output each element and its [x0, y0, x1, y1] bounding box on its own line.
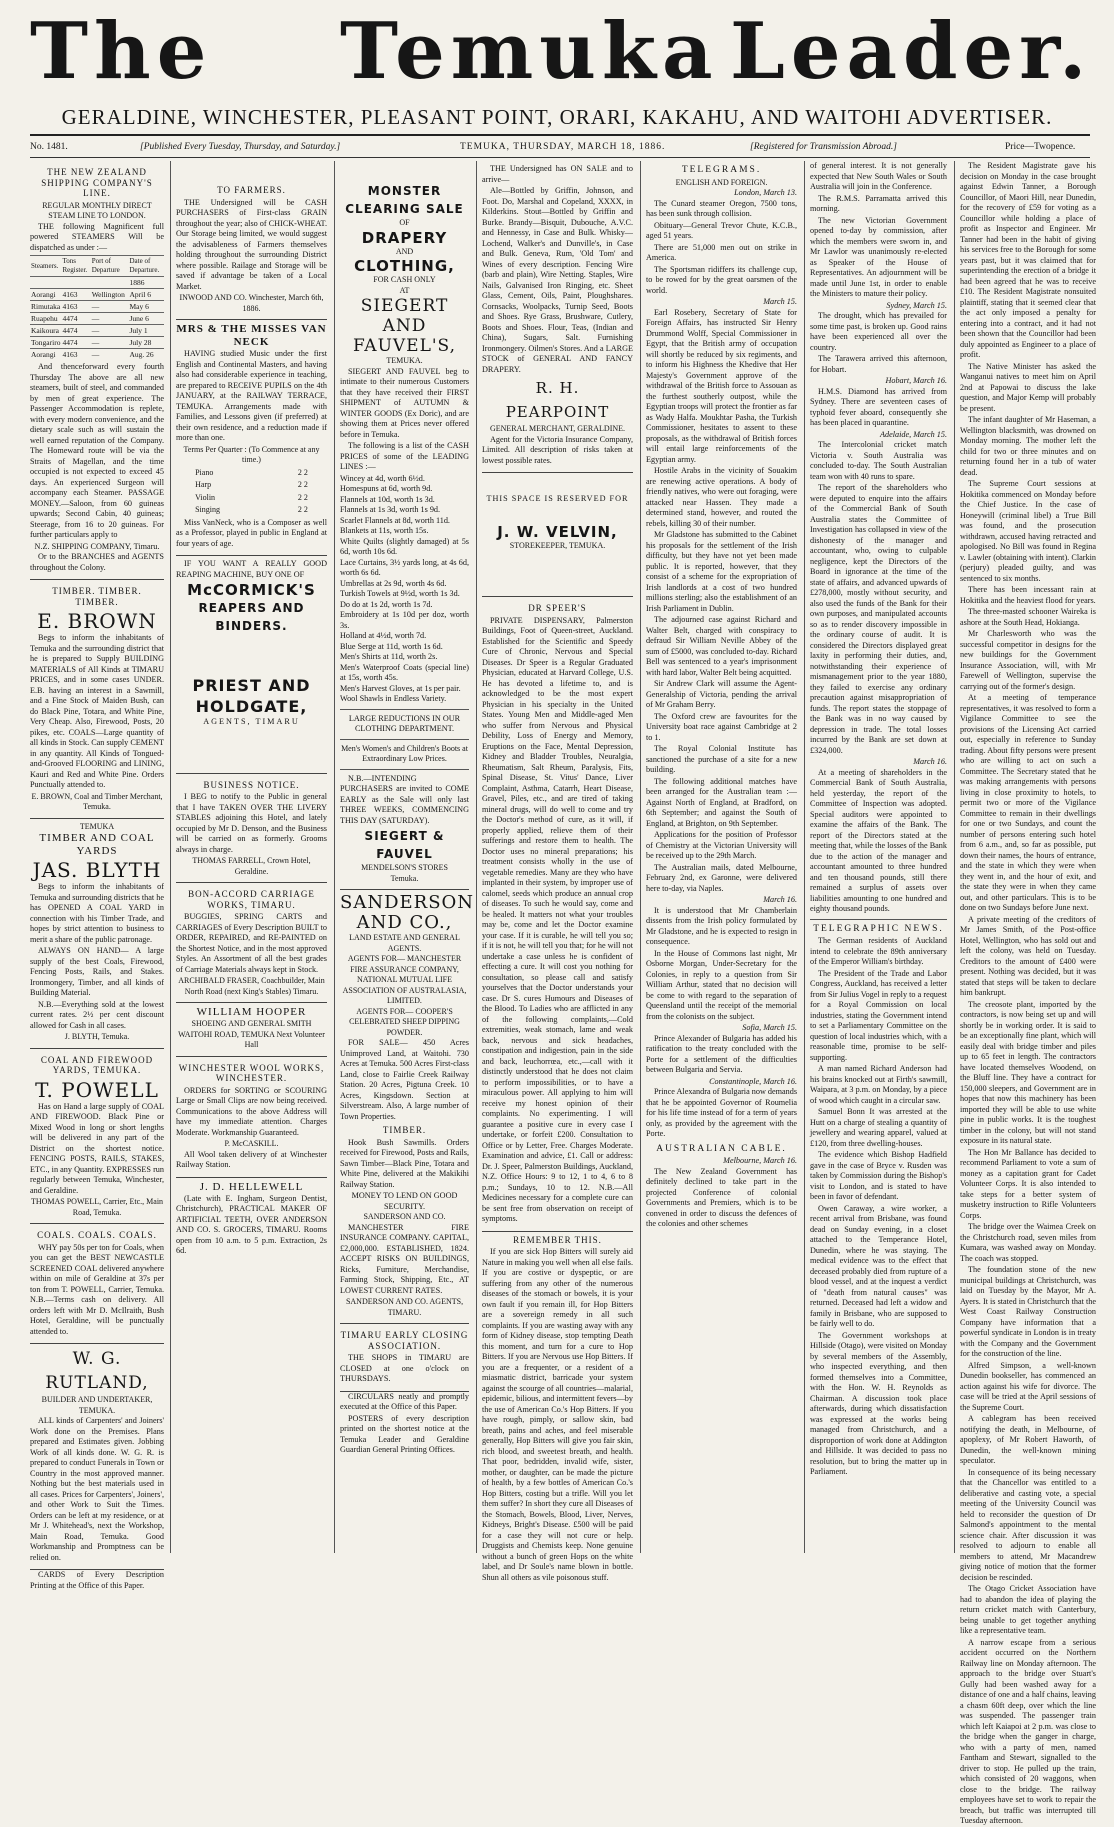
- news-paragraph: The Otago Cricket Association have had to abandon the idea of playing the return cricket match with Canterbury, being unable to get together anything like a representative team.: [960, 1584, 1096, 1635]
- ad-velvin: [482, 473, 633, 597]
- bonaccord-signature: ARCHIBALD FRASER, Coachbuilder, Main North Road (next King's Stables) Timaru.: [178, 976, 325, 996]
- rutland-subtitle: BUILDER AND UNDERTAKER, TEMUKA.: [41, 1395, 153, 1415]
- news-paragraph: Alfred Simpson, a well-known Dunedin bookseller, has commenced an action against his wife for divorce. The case will be tried at the April sessions of the Supreme Court.: [960, 1360, 1096, 1412]
- terms-heading: Terms Per Quarter : (To Commence at any time.): [183, 444, 320, 464]
- news-paragraph: Owen Caraway, a wire worker, a recent arrival from Brisbane, was found dead on Sunday evening, in a closet attached to the Temperance Hotel, Dunedin, where he was staying. The medical evidence was to the effect that deceased probably died from rupture of a blood vessel, and at the inquest a verdict of "death from natural causes" was returned. Deceased had left a widow and family in Brisbane, who are supposed to be fairly well to do.: [810, 1203, 947, 1328]
- sanderson-timber-body: Hook Bush Sawmills. Orders received for Firewood, Posts and Rails, Sawn Timber—Black Pine, Totara and White Pine, delivered at the Makikihi Railway Station.: [340, 1137, 469, 1189]
- table-year: 1886: [129, 277, 165, 289]
- ad-early-closing: [340, 1324, 469, 1392]
- page-columns: [30, 161, 1096, 1825]
- table-cell: Rimutaka: [31, 302, 61, 311]
- pearpoint-name: R. H. PEARPOINT: [505, 379, 610, 421]
- list-item: Do do at 1s 2d, worth 1s 7d.: [340, 599, 433, 609]
- list-item: Embroidery at 1s 10d per doz, worth 3s.: [340, 610, 469, 630]
- farmers-body: THE Undersigned will be CASH PURCHASERS of First-class GRAIN throughout the year; also of CHICK-WHEAT. Our Storage being limited, we would suggest the advisableness of Farmers themselves holding throughout the surrounding District where possible. Railage and Storage will be saved if advantage be taken of a Local Market.: [176, 197, 327, 291]
- blyth-town: TEMUKA: [79, 821, 115, 831]
- table-cell: 4163: [61, 289, 90, 301]
- siegert-fauvel-sign: SIEGERT & FAUVEL: [364, 829, 445, 861]
- masthead: [0, 0, 1114, 160]
- speer-heading: DR SPEER'S: [528, 603, 587, 613]
- news-paragraph: The Tarawera arrived this afternoon, for Hobart.: [810, 354, 947, 374]
- ad-sanderson: [340, 890, 475, 1324]
- table-cell: Aorangi: [30, 349, 61, 361]
- ad-remember: [482, 1235, 633, 1584]
- blyth-note: N.B.—Everything sold at the lowest current rates. 2½ per cent discount allowed for Cash in all cases.: [30, 999, 164, 1030]
- list-item: Holland at 4½d, worth 7d.: [340, 631, 427, 640]
- siegert-temuka: Temuka.: [390, 873, 419, 883]
- list-item: Men's Harvest Gloves, at 1s per pair.: [340, 683, 461, 693]
- table-cell: 2 2: [297, 480, 308, 489]
- news-paragraph: The Hon Mr Ballance has decided to recommend Parliament to vote a sum of money as a capitation grant for Cadet Volunteer Corps. It is also intended to take steps for a better system of musketry instruction to Rifle Volunteers Corps.: [960, 1147, 1096, 1220]
- list-item: Men's Waterproof Coats (special line) at 15s, worth 45s.: [340, 662, 469, 682]
- ad-brown: [30, 580, 164, 819]
- title-word-temuka: Temuka: [340, 6, 719, 97]
- list-item: Umbrellas at 2s 9d, worth 4s 6d.: [340, 578, 447, 588]
- wool-note: All Wool taken delivery of at Winchester Railway Station.: [176, 1149, 327, 1169]
- news-paragraph: The foundation stone of the new municipal buildings at Christchurch, was laid on Tuesday by the Mayor, Mr A. Ayers. It is stated in Christchurch that the West Coast Railway Construction Company have information that a powerful syndicate in London is in treaty with the Company and the Government for the construction of the line.: [960, 1265, 1096, 1358]
- shipping-body: And thenceforward every fourth Thursday The above are all new steamers, built of steel, and commanded by men of great experience. The Passenger Accommodation is replete, with every modern convenience, and the dietary scale such as will sustain the well earned reputation of the Company. The Homeward route will be via the Straits of Magellan, and the time occupied is not expected to exceed 45 days. An experienced Surgeon will accompany each Steamer. PASSAGE MONEY.—Saloon, from 60 guineas upwards; Second Cabin, 40 guineas; Steerage, from 16 to 20 guineas. For further particulars apply to: [30, 362, 164, 539]
- dateline-hobart: Hobart, March 16.: [885, 376, 947, 385]
- powell-body: Has on Hand a large supply of COAL AND FIREWOOD. Black Pine or Mixed Wood in long or short lengths will be delivered in any part of the District on the shortest notice. FENCING POSTS, RAILS, STAKES, ETC., in any Quantity. EXPRESSES run regularly between Temuka, Winchester, and Geraldine.: [30, 1101, 164, 1195]
- news-paragraph: The new Victorian Government opened to-day by commission, after which the members were sworn in, and Mr Lawlor was unanimously re-elected as Speaker of the House of Representatives. An adjournment will be made until June 1st, in order to enable the Ministers to mature their policy.: [810, 215, 947, 298]
- news-paragraph: The Sportsman ridiffers its challenge cup, to be rowed for by the great oarsmen of the world.: [646, 264, 797, 295]
- table-cell: Piano: [195, 467, 214, 477]
- clothing-heading: CLOTHING,: [354, 257, 455, 275]
- table-header: Tons Register.: [61, 256, 90, 277]
- business-signature: THOMAS FARRELL, Crown Hotel, Geraldine.: [192, 856, 311, 876]
- english-foreign-heading: ENGLISH AND FOREIGN.: [675, 177, 768, 187]
- shipping-schedule-table: [30, 255, 164, 360]
- boots-notice: Men's Women's and Children's Boots at Extraordinary Low Prices.: [341, 743, 468, 763]
- closing-heading: TIMARU EARLY CLOSING ASSOCIATION.: [340, 1330, 469, 1351]
- price-list-intro: The following is a list of the CASH PRICES of some of the LEADING LINES :—: [340, 441, 469, 471]
- hooper-name: WILLIAM HOOPER: [196, 1006, 307, 1018]
- pearpoint-subtitle: GENERAL MERCHANT, GERALDINE.: [489, 424, 626, 433]
- sale-at: AT: [399, 285, 410, 295]
- bonaccord-heading: BON-ACCORD CARRIAGE WORKS, TIMARU.: [188, 889, 315, 910]
- column-7: [954, 161, 1096, 1825]
- vanneck-body: HAVING studied Music under the first English and Continental Masters, and having also had considerable experience in teaching, are prepared to RECEIVE PUPILS on the 4th JANUARY, at the RAILWAY TERRACE, TEMUKA. Arrangements made with Families, and Lessons given (if preferred) at their own residence, and a reduction made if more than one.: [176, 349, 327, 442]
- news-paragraph: The Australian mails, dated Melbourne, February 2nd, ex Garonne, were delivered here to-day, via Naples.: [646, 862, 797, 893]
- ad-van-neck: [176, 320, 327, 556]
- terms-table: [191, 466, 312, 518]
- list-item: Blankets at 11s, worth 15s.: [340, 526, 429, 535]
- hooper-body: SHOEING AND GENERAL SMITH WAITOHI ROAD, TEMUKA Next Volunteer Hall: [178, 1019, 325, 1049]
- siegert-name: SIEGERT AND FAUVEL'S,: [352, 296, 456, 356]
- title-word-leader: Leader.: [730, 6, 1093, 97]
- table-row: [193, 493, 310, 504]
- issue-price: Price—Twopence.: [1005, 142, 1076, 152]
- table-row: [193, 505, 310, 516]
- wool-body: ORDERS for SORTING or SCOURING Large or Small Clips are now being received. Communications to the above Address will have my immediate attention. Charges Moderate. Workmanship Guaranteed.: [176, 1085, 327, 1137]
- ad-hellewell: [176, 1178, 327, 1263]
- ad-rutland: [30, 1344, 164, 1570]
- news-paragraph: The Cunard steamer Oregon, 7500 tons, has been sunk through collision.: [646, 198, 797, 218]
- news-paragraph: Sir Andrew Clark will assume the Agent-Generalship of Victoria, pending the arrival of Mr Graham Berry.: [646, 679, 797, 709]
- table-cell: 2 2: [297, 492, 308, 502]
- sanderson-agents-2: AGENTS FOR— COOPER'S CELEBRATED SHEEP DIPPING POWDER.: [349, 1006, 460, 1037]
- shipping-agent: N.Z. SHIPPING COMPANY, Timaru.: [34, 541, 160, 551]
- table-cell: 4163: [61, 349, 90, 361]
- wool-signature: P. McCASKILL.: [224, 1139, 279, 1148]
- table-header: Port of Departure: [91, 256, 129, 277]
- siegert-town: TEMUKA.: [386, 356, 423, 365]
- news-paragraph: In consequence of its being necessary that the Chancellor was entitled to a deliberative and casting vote, a special meeting of the University Council was held to reconsider the question of Dr Salmond's appointment to the mental science chair. After discussion it was resolved to adjourn to enable all members to attend, Mr Macandrew giving notice of motion that the former decision be rescinded.: [960, 1467, 1096, 1582]
- velvin-name: J. W. VELVIN,: [497, 522, 618, 541]
- shipping-subtitle: REGULAR MONTHLY DIRECT STEAM LINE TO LONDON.: [42, 200, 152, 220]
- sanderson-sign-2: SANDERSON AND CO. AGENTS, TIMARU.: [345, 1297, 464, 1317]
- news-paragraph: The Intercolonial cricket match Victoria v. South Australia was concluded to-day. The South Australian team won with 40 runs to spare.: [810, 440, 947, 481]
- blyth-name: JAS. BLYTH: [32, 858, 162, 882]
- sanderson-timber-heading: TIMBER.: [382, 1125, 427, 1135]
- blyth-body: Begs to inform the inhabitants of Temuka and surrounding districts that he has OPENED A COAL YARD in connection with his Timber Trade, and hopes by strict attention to business to merit a share of the public patronage.: [30, 882, 164, 944]
- priest-subtitle: AGENTS, TIMARU: [203, 717, 300, 726]
- australian-cable-heading: AUSTRALIAN CABLE.: [656, 1143, 787, 1154]
- news-paragraph: The report of the shareholders who were deputed to enquire into the affairs of the Commercial Bank of South Australia states the Committee of Investigation has collapsed in view of the dishonesty of the manager and accountant, who, owing to culpable negligence, kept the Directors of the Board in ignorance at the time of the state of affairs, and advanced upwards of £278,000, mostly without security, and also used the funds of the Bank for their own purposes, and manipulated accounts so as to render discovery impossible in the ordinary course of audit. It is considered the Directors displayed great laxity in performing their duties, and, notwithstanding their experience of mismanagement prior to the year 1880, they failed to exercise any ordinary precaution against misappropriation of funds. The report states the stoppage of the Bank was in no way caused by depression in trade. The total losses incurred by the Bank are set down at £324,000.: [810, 483, 947, 755]
- news-paragraph: The Royal Colonial Institute has sanctioned the purchase of a site for a new building.: [646, 744, 797, 774]
- manchester-insurance: MANCHESTER FIRE INSURANCE COMPANY. CAPITAL, £2,000,000. ESTABLISHED, 1824. ACCEPT RISKS ON BUILDINGS, Ricks, Furniture, Merchandise, Farming Stock, Shipping, Etc., AT LOWEST CURRENT RATES.: [340, 1222, 469, 1295]
- remember-body: If you are sick Hop Bitters will surely aid Nature in making you well when all else fails. If you are costive or dyspeptic, or are suffering from any other of the numerous diseases of the stomach or bowels, it is your own fault if you remain ill, for Hop Bitters are a sovereign remedy in all such complaints. If you are wasting away with any form of Kidney disease, stop tempting Death this moment, and turn for a cure to Hop Bitters. If you are Nervous use Hop Bitters. If you are a frequenter, or a resident of a miasmatic district, barricade your system against the scourge of all countries—malarial, epidemic, bilious, and intermittent fevers—by the use of American Co.'s Hop Bitters. If you have rough, pimply, or sallow skin, bad breath, pains and aches, and feel miserable generally, Hop Bitters will give you fair skin, rich blood, and sweetest breath, and health. That poor, bedridden, invalid wife, sister, mother, or daughter, can be made the picture of health, by a few bottles of American Co.'s Hop Bitters, costing but a trifle. Will you let them suffer? In short they cure all Diseases of the Stomach, Bowels, Blood, Liver, Nerves, Kidneys, Bright's Disease. £500 will be paid for a case they will not cure or help. Druggists and Chemists keep. None genuine without a bunch of green Hops on the white label, and Dr Soule's name blown in bottle. Shun all others as vile poisonous stuff.: [482, 1247, 633, 1582]
- news-paragraph: The following additional matches have been arranged for the Australian team :—Against North of England, at Bradford, on 6th September; and against the South of England, at Brighton, on 9th September.: [646, 776, 797, 828]
- issue-number: No. 1481.: [30, 142, 68, 152]
- mccormick-intro: IF YOU WANT A REALLY GOOD REAPING MACHINE, BUY ONE OF: [176, 559, 327, 579]
- speer-body: PRIVATE DISPENSARY, Palmerston Buildings, Foot of Queen-street, Auckland. Established for the Scientific and Speedy Cure of Chronic, Nervous and Special Diseases. Dr Speer is a Regular Graduated Physician, educated at Harvard College, U.S. He has devoted a lifetime to, and is acknowledged to be the most expert Physician in his specialty in the United States. Young Men and Middle-aged Men who suffer from Nervous and Physical Debility, Loss of Energy and Memory, Eruptions on the Face, Mental Depression, Kidney and Bladder Troubles, Neuralgia, Rheumatism, Salt Rheum, Paralysis, Fits, Spinal Disease, St. Vitus' Dance, Liver Complaint, Asthma, Catarrh, Heart Disease, Gravel, Piles, etc., and are tired of taking mineral drugs, will do well to come and try the Doctor's method of cure, as it will, if properly applied, relieve them of their sufferings and restore them to health. The Doctor uses no mineral preparations; his treatment consists wholly in the use of vegetable remedies. Many are they who have implanted in their system, by improper use of calomel, seeds which produce an annual crop of diseases. To such he would say, come and be healed. It matters not what your troubles may be, come and let the Doctor examine your case. If it is curable, he will tell you so; if it is not, he will tell you that; for he will not undertake a case unless he is confident of effecting a cure. It will cost you nothing for consultation, so please call and satisfy yourselves that the Doctor understands your case. Dr S. cures Humours and Diseases of the Blood. To Ladies who are afflicted in any of the following complaints,—Cold extremities, weak stomach, lame and weak back, nervous and sick headaches, constipation and indigestion, pain in the side and back, leuchorrœa, etc.,—call with it distinctly understood that he does not claim to perform impossibilities, or to have a miraculous power. All applying to him will receive my honest opinion of their complaints. No experimenting. I will guarantee a positive cure in every case I undertake, or forfeit £200. Consultation to Office or by Letter, Free. Charges Moderate. Examination and advice, £1. Call or address: Dr. J. Speer, Palmerston Buildings, Auckland, N.Z. Office Hours: 9 to 12, 1 to 4, 6 to 8 p.m.; Sundays, 10 to 12. N.B.—All Medicines necessary for a complete cure can be sent free from observation on receipt of symptoms.: [482, 615, 633, 1223]
- rutland-name: W. G. RUTLAND,: [45, 1349, 149, 1393]
- table-cell: —: [91, 301, 129, 313]
- table-cell: 2 2: [297, 467, 308, 477]
- ad-hooper: [176, 1003, 327, 1057]
- sale-and: AND: [395, 246, 414, 256]
- list-item: Wincey at 4d, worth 6½d.: [340, 473, 425, 483]
- table-cell: —: [91, 325, 129, 337]
- sanderson-agents-1: AGENTS FOR— MANCHESTER FIRE ASSURANCE COMPANY, NATIONAL MUTUAL LIFE ASSOCIATION OF AUSTRALASIA, LIMITED.: [342, 954, 467, 1005]
- priest-name: PRIEST AND HOLDGATE,: [192, 676, 311, 716]
- ad-business-notice: [176, 774, 327, 884]
- table-cell: May 6: [129, 301, 165, 313]
- powell-signature: THOMAS POWELL, Carrier, Etc., Main Road, Temuka.: [30, 1197, 164, 1217]
- news-paragraph: A narrow escape from a serious accident occurred on the Northern Railway line on Monday afternoon. The approach to the bridge over Stuart's Gully had been washed away for a distance of one and a half chains, leaving a chasm 60ft deep, over which the line was suspended. The passenger train which left Kaiapoi at 2 p.m. was close to the bridge when the ganger in charge, who with a party of men, named Fantham and Stewart, signalled to the driver to stop. He pulled up the train, which consisted of 20 waggons, when close to the bridge. The railway employees have set to work to repair the breach, but traffic was interrupted till Tuesday afternoon.: [960, 1637, 1096, 1825]
- table-row: [193, 468, 310, 479]
- news-paragraph: There are 51,000 men out on strike in America.: [646, 242, 797, 262]
- news-paragraph: At a meeting of shareholders in the Commercial Bank of South Australia, held yesterday, the report of the Committee of Inspection was adopted. Special auditors were appointed to examine the affairs of the Bank. The report of the Directors stated at the meeting that, while the losses of the Bank due to the action of the manager and accountant amounted to three hundred and ten thousand pounds, still there remained a surplus of assets over liabilities amounting to one hundred and eighty thousand pounds.: [810, 767, 947, 913]
- powell-name: T. POWELL: [35, 1077, 159, 1102]
- velvin-subtitle: STOREKEEPER, TEMUKA.: [509, 540, 606, 550]
- dateline-adelaide: Adelaide, March 15.: [880, 429, 947, 439]
- news-paragraph: Mr Charlesworth who was the successful competitor in designs for the new buildings for the Government Insurance Association, will, with Mr Farewell of Wellington, supervise the carrying out of the former's design.: [960, 629, 1096, 691]
- ad-powell: [30, 1049, 164, 1225]
- table-cell: 4474: [61, 337, 90, 349]
- cards-notice: CARDS of Every Description Printing at the Office of this Paper.: [30, 1570, 164, 1590]
- table-cell: 4163: [61, 301, 90, 313]
- ad-bon-accord: [176, 883, 327, 1003]
- list-item: White Quilts (slightly damaged) at 5s 6d, worth 10s 6d.: [340, 536, 469, 556]
- table-cell: 4474: [61, 325, 90, 337]
- telegrams-heading: TELEGRAMS.: [681, 165, 762, 175]
- publication-schedule: [Published Every Tuesday, Thursday, and Saturday.]: [140, 142, 341, 152]
- mendelsons-stores: MENDELSON'S STORES: [361, 863, 448, 872]
- farmers-heading: TO FARMERS.: [217, 185, 286, 195]
- table-cell: Aug. 26: [129, 349, 165, 361]
- news-paragraph: Obituary—General Trevor Chute, K.C.B., aged 51 years.: [646, 220, 797, 240]
- rutland-body: ALL kinds of Carpenters' and Joiners' Work done on the Premises. Plans prepared and Estimates given. Jobbing Work of all kinds done. W. G. R. is prepared to conduct Funerals in Town or Country in the most approved manner. Nothing but the best materials used in all cases. Prices for Carpenters', Joiners', and other Work to Suit the Times. Orders can be left at my residence, or at Mr J. Whitehead's, next the Workshop, Main Road, Temuka. Good Workmanship and Promptness can be relied on.: [30, 1416, 164, 1562]
- wool-heading: WINCHESTER WOOL WORKS, WINCHESTER.: [178, 1062, 325, 1083]
- table-cell: Wellington: [91, 289, 129, 301]
- brown-name: E. BROWN: [37, 609, 157, 633]
- news-paragraph: The Government workshops at Hillside (Otago), were visited on Monday by several members of the Assembly, who inspected everything, and then formed themselves into a Committee, with the Hon. W. H. Reynolds as Chairman. A discussion took place afterwards, during which dissatisfaction was expressed at the works being managed from Christchurch, and a disproportion of work done at Addington and Hillside. It was decided to pass no resolution, but to bring the matter up in Parliament.: [810, 1330, 947, 1476]
- news-paragraph: A private meeting of the creditors of Mr James Smith, of the Post-office Hotel, Wellington, who has sold out and left the colony, was held on Tuesday. Creditors to the amount of £400 were present. Nothing was decided, but it was stated that steps will be taken to declare him bankrupt.: [960, 914, 1096, 997]
- list-item: Men's Shirts at 11d, worth 2s.: [340, 652, 438, 661]
- brown-body: Begs to inform the inhabitants of Temuka and the surrounding district that he is prepared to Supply BUILDING MATERIALS of All Kinds at TIMARU PRICES, and in some cases UNDER. E.B. having an interest in a Sawmill, and a Fine Stock of Maiden Bush, can do Black Pine, Totara, and White Pine, Very Cheap. Also, Firewood, Posts, 20 pikes, etc. COALS—Large quantity of all kinds in Stock. Can supply CEMENT in any quantity. All Kinds of Tongued-and-Grooved FLOORING and LINING, Kauri and Red and White Pine. Orders Punctually attended to.: [30, 633, 164, 789]
- list-item: Homespuns at 6d, worth 9d.: [340, 484, 433, 493]
- money-notice: MONEY TO LEND ON GOOD SECURITY.: [351, 1191, 458, 1211]
- list-item: Flannels at 1s 3d, worth 1s 9d.: [340, 505, 441, 514]
- news-paragraph: The German residents of Auckland intend to celebrate the 89th anniversary of the Emperor William's birthday.: [810, 936, 947, 966]
- mccormick-name: McCORMICK'S: [187, 581, 316, 599]
- newspaper-subtitle: GERALDINE, WINCHESTER, PLEASANT POINT, ORARI, KAKAHU, AND WAITOHI ADVERTISER.: [61, 105, 1053, 129]
- news-paragraph: Samuel Bonn It was arrested at the Hutt on a charge of stealing a quantity of jewellery and wearing apparel, valued at £120, from three dwelling-houses.: [810, 1107, 947, 1148]
- news-paragraph: The creosote plant, imported by the contractors, is now being set up and will shortly be in working order. It is said to be an exceptionally fine plant, which will easily deal with bridge timber and piles up to 65 feet in length. The contractors have located themselves Woodend, on the Bluff line. They have a contract for 150,000 sleepers, and Government are in hopes that now this machinery has been imported they will be able to use white pine in public works. It is the toughest timber in the colony, but will not stand exposure in its natural state.: [960, 999, 1096, 1145]
- shipping-branches: Or to the BRANCHES and AGENTS throughout the Colony.: [30, 552, 164, 572]
- news-paragraph: The R.M.S. Parramatta arrived this morning.: [810, 193, 947, 213]
- list-item: Blue Serge at 11d, worth 1s 6d.: [340, 641, 443, 651]
- table-row: [30, 277, 164, 289]
- news-paragraph: Earl Rosebery, Secretary of State for Foreign Affairs, has instructed Sir Henry Drummond Wolff, Special Commissioner in Egypt, that the British army of occupation will shortly be reduced by six regiments, and to inform his Highness the Khedive that Her Majesty's Government approve of the withdrawal of the British force to Assouan as the furthest southerly outpost, while the Egyptian troops will protect the frontier as far as Wady Halfa. Moukhtar Pasha, the Turkish Commissioner, hesitates to assent to these proposals, as the withdrawal of British forces will entail large reinforcements of the Egyptian army.: [646, 307, 797, 464]
- table-header: Date of Departure.: [129, 256, 165, 277]
- news-paragraph: The three-masted schooner Waireka is ashore at the South Head, Hokianga.: [960, 607, 1096, 627]
- mccormick-subtitle: REAPERS AND BINDERS.: [198, 601, 305, 633]
- news-paragraph: The adjourned case against Richard and Walter Belt, charged with conspiracy to defraud Sir William Neville Abbey of the sum of £5000, was concluded to-day. Richard Bell was sentenced to a year's imprisonment with hard labor, Walter Belt being acquitted.: [646, 615, 797, 677]
- table-cell: —: [91, 349, 129, 361]
- table-cell: Kaikoura: [30, 325, 61, 337]
- column-6: [804, 161, 952, 1553]
- column-3: [334, 161, 474, 1553]
- price-list: [340, 474, 469, 705]
- blyth-signature: J. BLYTH, Temuka.: [64, 1032, 130, 1041]
- column-1: [30, 161, 168, 1590]
- table-row: [30, 289, 164, 301]
- coals-body: WHY pay 50s per ton for Coals, when you can get the BEST NEWCASTLE SCREENED COAL delivered anywhere within on mile of Geraldine at 37s per ton from T. POWELL, Carrier, Temuka. N.B.—Terms cash on delivery. All orders left with Mr D. McIlraith, Bush Hotel, Geraldine, will be punctually attended to.: [30, 1242, 164, 1336]
- circulars-notice: CIRCULARS neatly and promptly executed at the Office of this Paper.: [340, 1391, 469, 1411]
- news-paragraph: The President of the Trade and Labor Congress, Auckland, has received a letter from Sir Julius Vogel in reply to a request for a Royal Commission on local industries, stating the Government intend to set a Parliamentary Committee on the question of local industries which, with a reasonable time, promise to be self-supporting.: [810, 968, 947, 1062]
- title-word-the: The: [30, 6, 213, 97]
- news-paragraph: Prince Alexander of Bulgaria has added his ratification to the treaty concluded with the Porte for a settlement of the difficulties between Bulgaria and Servia.: [646, 1033, 797, 1074]
- cash-only: FOR CASH ONLY: [373, 275, 436, 284]
- news-paragraph: The evidence which Bishop Hadfield gave in the case of Bryce v. Rusden was taken by Commission during the Bishop's visit to London, and is stated to have been in favor of defendant.: [810, 1150, 947, 1201]
- closing-body: THE SHOPS in TIMARU are CLOSED at one o'clock on THURSDAYS.: [340, 1353, 469, 1383]
- table-cell: Aorangi: [30, 289, 61, 301]
- farmers-signature: INWOOD AND CO. Winchester, March 6th, 1886.: [179, 293, 324, 313]
- table-cell: Singing: [195, 505, 220, 514]
- dateline-rule: [30, 157, 1090, 158]
- business-heading: BUSINESS NOTICE.: [203, 779, 300, 790]
- ad-pearpoint: [482, 161, 633, 473]
- ad-mccormick: [176, 556, 327, 774]
- table-row: [30, 301, 164, 313]
- ad-farmers: [176, 179, 327, 320]
- table-row: [193, 480, 310, 491]
- table-cell: —: [91, 313, 129, 325]
- bonaccord-body: BUGGIES, SPRING CARTS and CARRIAGES of Every Description BUILT to ORDER, REPAIRED, and RE-PAINTED on the Shortest Notice, and in the most approved Styles. An Assortment of all the best grades of Carriage Materials always kept in Stock.: [176, 912, 327, 974]
- dateline-sydney: Sydney, March 15.: [886, 300, 947, 310]
- sanderson-for-sale: FOR SALE— 450 Acres Unimproved Land, at Waitohi. 730 Acres at Temuka. 500 Acres First-class Land, close to Fairlie Creek Railway Station. 20 Acres, Pigtuna Creek. 10 Acres, Kingsdown. Section at Silverstream. Also, A large number of Town Properties.: [340, 1038, 469, 1121]
- table-cell: Harp: [195, 480, 212, 489]
- news-paragraph: The Oxford crew are favourites for the University boat race against Cambridge at 2 to 1.: [646, 711, 797, 742]
- news-paragraph: It is understood that Mr Chamberlain dissents from the Irish policy formulated by Mr Gladstone, and he is expected to resign in consequence.: [646, 905, 797, 946]
- goods-intro: THE Undersigned has ON SALE and to arrive—: [482, 164, 633, 184]
- siegert-body: SIEGERT AND FAUVEL beg to intimate to their numerous Customers that they have received their FIRST SHIPMENT of AUTUMN & WINTER GOODS (Ex Doric), and are showing them at Prices never offered before in Temuka.: [340, 366, 469, 439]
- column-4: [476, 161, 638, 1582]
- table-cell: July 28: [129, 337, 165, 349]
- blyth-heading: TIMBER AND COAL YARDS: [39, 832, 155, 857]
- dateline-bar: [30, 137, 1090, 157]
- ad-wool-works: [176, 1057, 327, 1178]
- news-paragraph: A man named Richard Anderson had his brains knocked out at Firth's sawmill, Waipara, at 3 p.m. on Monday, by a piece of wood which caught in a circular saw.: [810, 1064, 947, 1105]
- ad-blyth: [30, 819, 164, 1049]
- hellewell-name: J. D. HELLEWELL: [199, 1180, 304, 1193]
- news-paragraph: Hostile Arabs in the vicinity of Souakim are renewing active operations. A body of friendly natives, who were out foraging, were attacked near Hassen. They made a determined stand, however, and routed the rebels, killing 30 of their number.: [646, 466, 797, 528]
- dateline-constantinople: Constantinople, March 16.: [709, 1076, 797, 1086]
- vanneck-heading: MRS & THE MISSES VAN NECK: [176, 323, 327, 348]
- table-cell: June 6: [129, 313, 165, 325]
- pearpoint-body: Agent for the Victoria Insurance Company, Limited. All description of risks taken at lowest possible rates.: [482, 434, 633, 465]
- news-paragraph: The Supreme Court sessions at Hokitika commenced on Monday before the Chief Justice. In the case of Honeywill (criminal libel) a True Bill was found, and the prosecution withdrawn, accused having retracted and apologised. No Bill was found in Regina v. Lawler (obtaining with intent). Clarkin (perjury) pleaded guilty, and was sentenced to six months.: [960, 479, 1096, 583]
- news-paragraph: of general interest. It is not generally expected that New South Wales or South Australia will join in the Conference.: [810, 161, 947, 191]
- sanderson-name: SANDERSON AND CO.,: [340, 892, 475, 933]
- powell-heading: COAL AND FIREWOOD YARDS, TEMUKA.: [40, 1054, 154, 1075]
- telegraphic-news-heading: TELEGRAPHIC NEWS.: [813, 923, 944, 934]
- sale-of: OF: [399, 218, 410, 227]
- table-cell: April 6: [129, 289, 165, 301]
- news-paragraph: Mr Gladstone has submitted to the Cabinet his proposals for the settlement of the Irish difficulty, but they have not yet been made public. It is reported, however, that they consist of a scheme for the expropriation of Irish landlords at a cost of two hundred millions sterling; also the establishment of an Irish Parliament in Dublin.: [646, 530, 797, 613]
- blyth-on-hand: ALWAYS ON HAND— A large supply of the best Coals, Firewood, Fencing Posts, Rails, and Stakes. Ironmongery, Timber, and all kinds of Building Material.: [30, 946, 164, 997]
- posters-notice: POSTERS of every description printed on the shortest notice at the Temuka Leader and Geraldine Guardian General Printing Offices.: [340, 1413, 469, 1454]
- shipping-intro: THE following Magnificent full powered STEAMERS Will be dispatched as under :—: [30, 221, 164, 252]
- reserved-notice: THIS SPACE IS RESERVED FOR: [486, 494, 629, 503]
- ad-coals: [30, 1224, 164, 1344]
- ad-shipping: [30, 161, 164, 580]
- newspaper-title: [10, 4, 1104, 100]
- news-paragraph: The drought, which has prevailed for some time past, is broken up. Good rains have been experienced all over the country.: [810, 311, 947, 352]
- dateline-march-16: March 16.: [763, 895, 797, 904]
- table-row: [30, 349, 164, 361]
- coals-heading: COALS. COALS. COALS.: [37, 1230, 157, 1240]
- news-paragraph: The infant daughter of Mr Haseman, a Wellington blacksmith, was drowned on Monday morning. The mother left the child for two or three minutes and on returning found her in a tub of water dead.: [960, 415, 1096, 477]
- news-paragraph: H.M.S. Diamond has arrived from Sydney. There are seventeen cases of typhoid fever aboard, consequently she has been placed in quarantine.: [810, 386, 947, 427]
- sanderson-subtitle: LAND ESTATE AND GENERAL AGENTS.: [349, 933, 460, 953]
- news-paragraph: The Native Minister has asked the Wanganui natives to meet him on April 2nd at Papowai to discuss the lake question, and Major Kemp will probably be present.: [960, 361, 1096, 413]
- masthead-rule: [30, 134, 1090, 136]
- column-2: [170, 161, 332, 1553]
- news-paragraph: There has been incessant rain at Hokitika and the heaviest flood for years.: [960, 585, 1096, 605]
- reductions-notice: LARGE REDUCTIONS IN OUR CLOTHING DEPARTMENT.: [348, 713, 461, 733]
- ad-dr-speer: [482, 597, 633, 1232]
- business-body: I BEG to notify to the Public in general that I have TAKEN OVER THE LIVERY STABLES adjoining this Hotel, and lately occupied by Mr D. Denson, and the Business will be carried on as formerly. Grooms always in charge.: [176, 792, 327, 854]
- dateline-march-16: March 16.: [913, 757, 947, 766]
- issue-date: TEMUKA, THURSDAY, MARCH 18, 1886.: [460, 142, 666, 152]
- table-cell: —: [91, 337, 129, 349]
- list-item: Lace Curtains, 3½ yards long, at 4s 6d, worth 6s 6d.: [340, 557, 469, 577]
- registration-note: [Registered for Transmission Abroad.]: [750, 142, 897, 152]
- news-paragraph: The New Zealand Government has definitely declined to take part in the projected Conference of colonial Governments and Premiers, which is to be convened in order to discuss the defences of the colonies and other schemes: [646, 1166, 797, 1228]
- table-row: [30, 325, 164, 337]
- news-paragraph: The Resident Magistrate gave his decision on Monday in the case brought against Edwin Tanner, a Borough Councillor, of Maori Hill, near Dunedin, for the recovery of £59 for voting as a Councillor while holding a place of profit as Inspector and Engineer. Mr Tanner had been in the habit of giving his services free to the Borough for some years past, but it was claimed that for superintending the erection of a bridge it had been agreed that he was to receive £10. The Resident Magistrate nonsuited plaintiff, stating that it seemed clear that the act only imposed a penalty for entering into a contract, and it had not been shown that the Councillor had been duly appointed as Engineer to a place of profit.: [960, 161, 1096, 359]
- table-header: Steamers.: [30, 256, 61, 277]
- table-cell: 2 2: [297, 505, 308, 514]
- dateline-london: London, March 13.: [734, 188, 797, 197]
- vanneck-note: Miss VanNeck, who is a Composer as well as a Professor, played in public in England at four years of age.: [176, 517, 327, 548]
- table-row: [30, 337, 164, 349]
- timber-heading: TIMBER. TIMBER. TIMBER.: [52, 586, 142, 607]
- sanderson-sign-1: SANDERSON AND CO.: [363, 1212, 446, 1221]
- news-paragraph: The bridge over the Waimea Creek on the Christchurch road, seven miles from Kumara, was washed away on Monday. The coach was stopped.: [960, 1222, 1096, 1263]
- news-paragraph: Prince Alexandra of Bulgaria now demands that he be appointed Governor of Roumelia for his life time instead of for a term of years only, as provided by the agreement with the Porte.: [646, 1087, 798, 1138]
- remember-heading: REMEMBER THIS.: [513, 1234, 602, 1245]
- hellewell-body: (Late with E. Ingham, Surgeon Dentist, Christchurch), PRACTICAL MAKER OF ARTIFICIAL TEETH, OVER ANDERSON AND CO. S. GROCERS, TIMARU. Rooms open from 10 a.m. to 5 p.m. Extraction, 2s 6d.: [176, 1193, 327, 1255]
- news-paragraph: A cablegram has been received notifying the death, in Melbourne, of apoplexy, of Mr Robert Haworth, of Dunedin, the well-known mining speculator.: [960, 1414, 1096, 1465]
- dateline-march-15: March 15.: [763, 297, 797, 306]
- list-item: Turkish Towels at 9½d, worth 1s 3d.: [340, 589, 460, 598]
- list-item: Wool Shawls in Endless Variety.: [340, 694, 447, 703]
- news-paragraph: In the House of Commons last night, Mr Osborne Morgan, Under-Secretary for the Colonies, in reply to a question from Sir William Arthur, stated that no decision will be come to with regard to the separation of Queensland until the receipt of the memorial from the colonists on the subject.: [646, 948, 797, 1021]
- news-paragraph: Applications for the position of Professor of Chemistry at the Victorian University will be received up to the 29th March.: [646, 830, 797, 860]
- table-header-row: [30, 256, 164, 277]
- table-cell: 4474: [61, 313, 90, 325]
- brown-signature: E. BROWN, Coal and Timber Merchant, Temuka.: [31, 791, 163, 811]
- purchasers-notice: N.B.—INTENDING PURCHASERS are invited to COME EARLY as the Sale will only last THREE WEEKS, COMMENCING THIS DAY (SATURDAY).: [340, 773, 469, 825]
- dateline-sofia: Sofia, March 15.: [742, 1023, 797, 1032]
- column-5: [640, 161, 802, 1553]
- goods-list: Ale—Bottled by Griffin, Johnson, and Foot. Do, Marshal and Copeland, XXXX, in Kilderkins. Stout—Bottled by Griffin and Burke. Brandy—Bisquit, Dubouche, A.V.C. and Hennessy, in Case and Bulk. Whisky—Lochend, Walker's and Dunville's, in Case and Bulk. Geneva, Rum, 'Old Tom' and Wines of every description. Fencing Wire (barb and plain), Wire Netting. Staples, Wire Nails, Galvanised Iron Ringing, etc. Sheet Glass, Cement, Oils, Paint, Ploughshares. Cornsacks, Woolpacks, Turnip Seed, Boots and Shoes. Rye Grass, Brushware, Cutlery, Boots and Shoes. Flour, Teas, (Indian and China), Sugars, Salt. Furnishing Ironmongery. Oilmen's Stores. And a LARGE STOCK of GENERAL AND FANCY DRAPERY.: [482, 186, 633, 374]
- table-cell: Tongariro: [31, 338, 61, 347]
- table-cell: July 1: [129, 325, 165, 337]
- monster-sale-heading: MONSTER CLEARING SALE: [345, 184, 464, 216]
- shipping-title: THE NEW ZEALAND SHIPPING COMPANY'S LINE.: [41, 167, 153, 198]
- drapery-heading: DRAPERY: [361, 228, 448, 247]
- ad-siegert-fauvel: [340, 161, 469, 890]
- list-item: Scarlet Flannels at 8d, worth 11d.: [340, 515, 450, 525]
- list-item: Flannels at 10d, worth 1s 3d.: [340, 494, 435, 504]
- table-row: [30, 313, 164, 325]
- table-cell: Ruapehu: [30, 313, 61, 325]
- news-paragraph: At a meeting of temperance representatives, it was resolved to form a Vigilance Committee to see the provisions of the Licensing Act carried out, especially in reference to Sunday trading. About fifty persons were present who are willing to act on such a Committee. The Secretary stated that he was making arrangements with persons living in close proximity to hotels, to permit two or more of the Vigilance Committee to remain in their dwellings for one or two Sundays, and count the number of persons entering such hotel from 6 a.m., and, so far as possible, put down their names, the hours of entrance, and the state in which they were when they went in, and the hour of exit, and the state they were in when they came out, and other particulars. This is to be done on two Sundays before June next.: [960, 693, 1096, 912]
- table-cell: Violin: [195, 492, 216, 502]
- dateline-melbourne: Melbourne, March 16.: [723, 1156, 797, 1165]
